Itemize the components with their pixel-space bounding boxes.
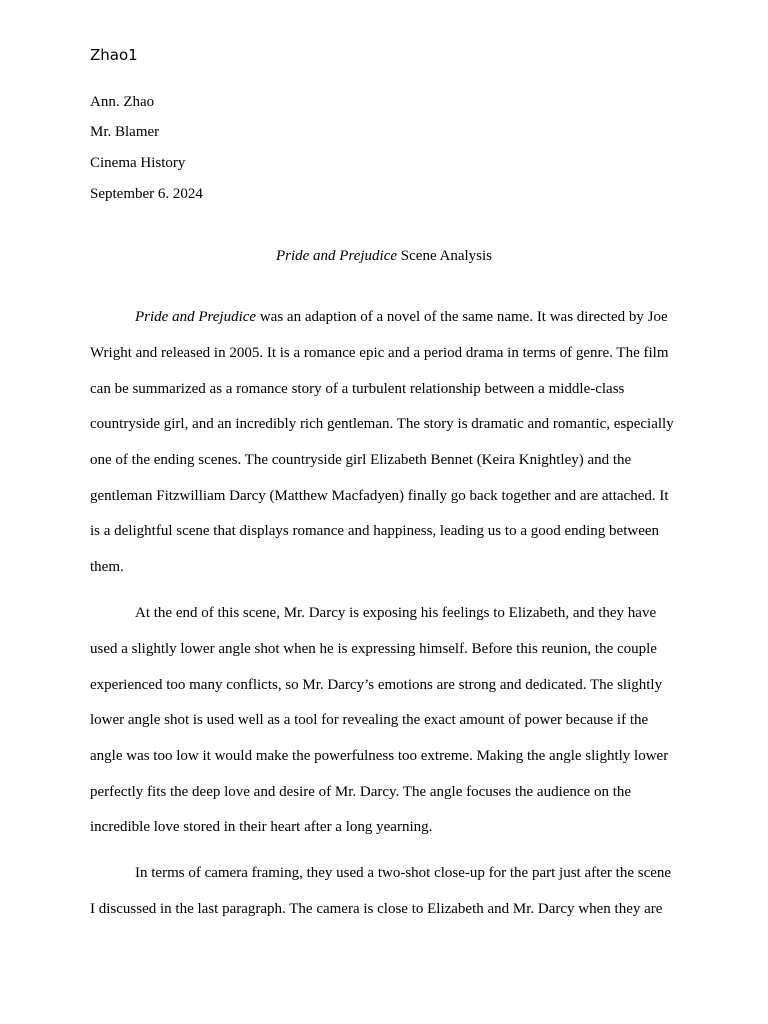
essay-title-italic: Pride and Prejudice bbox=[275, 248, 398, 264]
author-name: Ann. Zhao bbox=[90, 94, 155, 110]
paragraph-2-line-1: At the end of this scene, Mr. Darcy is exposing his feelings to Elizabeth, and they have bbox=[135, 605, 657, 621]
paragraph-1-line-2: Wright and released in 2005. It is a romance epic and a period drama in terms of genre. The film bbox=[90, 345, 669, 361]
paragraph-1-line-7: is a delightful scene that displays romance and happiness, leading us to a good ending between bbox=[90, 523, 660, 539]
paragraph-1-line-6: gentleman Fitzwilliam Darcy (Matthew Macfadyen) finally go back together and are attached. It bbox=[90, 488, 669, 504]
paragraph-1-line-3: can be summarized as a romance story of a turbulent relationship between a middle-class bbox=[90, 381, 625, 397]
running-head: Zhao1 bbox=[90, 46, 138, 64]
essay-title bbox=[90, 246, 678, 266]
essay-date: September 6. 2024 bbox=[90, 186, 203, 202]
course-name: Cinema History bbox=[90, 155, 186, 171]
paragraph-2-line-5: angle was too low it would make the powerfulness too extreme. Making the angle slightly lower bbox=[90, 748, 669, 764]
paragraph-2-line-6: perfectly fits the deep love and desire of Mr. Darcy. The angle focuses the audience on the bbox=[90, 784, 632, 800]
paragraph-1-line-8: them. bbox=[90, 559, 124, 575]
instructor-name: Mr. Blamer bbox=[90, 124, 160, 140]
paragraph-2-line-7: incredible love stored in their heart after a long yearning. bbox=[90, 819, 433, 835]
essay-title-rest: Scene Analysis bbox=[397, 248, 493, 264]
paragraph-1-line-5: one of the ending scenes. The countryside girl Elizabeth Bennet (Keira Knightley) and the bbox=[90, 452, 632, 468]
paragraph-1-line-1 bbox=[135, 307, 668, 327]
paragraph-2-line-3: experienced too many conflicts, so Mr. Darcy’s emotions are strong and dedicated. The slightly bbox=[90, 677, 663, 693]
paragraph-1-line-1-text: was an adaption of a novel of the same name. It was directed by Joe bbox=[256, 309, 668, 325]
film-title-italic: Pride and Prejudice bbox=[135, 309, 257, 325]
paragraph-1-line-4: countryside girl, and an incredibly rich gentleman. The story is dramatic and romantic, especially bbox=[90, 416, 674, 432]
paragraph-2-line-4: lower angle shot is used well as a tool for revealing the exact amount of power because if the bbox=[90, 712, 649, 728]
paragraph-3-line-1: In terms of camera framing, they used a two-shot close-up for the part just after the scene bbox=[135, 865, 672, 881]
paragraph-2-line-2: used a slightly lower angle shot when he is expressing himself. Before this reunion, the couple bbox=[90, 641, 657, 657]
paragraph-3-line-2: I discussed in the last paragraph. The camera is close to Elizabeth and Mr. Darcy when they are bbox=[90, 901, 663, 917]
